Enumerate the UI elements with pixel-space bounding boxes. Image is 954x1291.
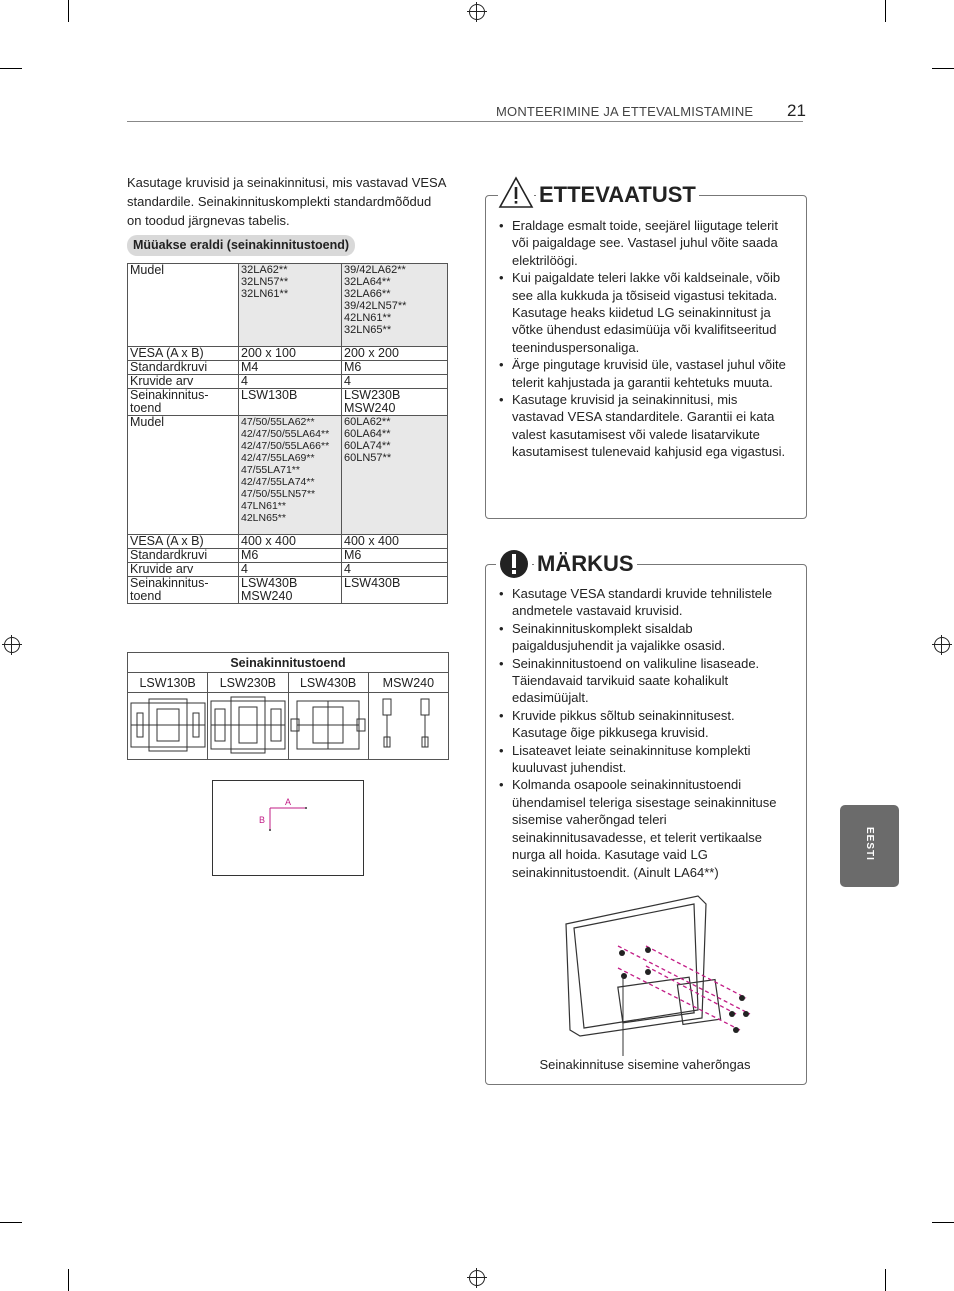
registration-mark-icon <box>4 637 20 653</box>
lsw130b-bracket-icon <box>129 695 207 755</box>
cell: M6 <box>342 549 448 563</box>
crop-mark <box>0 1222 22 1223</box>
page-number: 21 <box>787 101 806 120</box>
exclamation-icon <box>496 547 532 581</box>
caution-item: • Kui paigaldate teleri lakke või kaldseinale, võib see alla kukkuda ja tõsiseid vigastusi tekitada. Kasutage heaks kiidetud LG seinakinnitust ja võtke ühendust edasimüüja või kvalifitseeritud teeninduspersonaliga. <box>497 269 793 356</box>
language-tab <box>840 805 899 887</box>
crop-mark <box>932 1222 954 1223</box>
figure-caption: Seinakinnituse sisemine vaherõngas <box>539 1057 751 1072</box>
cell: 4 <box>239 563 342 577</box>
row-label: Kruvide arv <box>128 563 239 577</box>
row-label: Standardkruvi <box>128 549 239 563</box>
tv-spacer-illustration <box>560 890 760 1056</box>
vesa-spec-table <box>127 263 448 604</box>
cell: LSW430B MSW240 <box>239 577 342 604</box>
model-label: Mudel <box>128 264 239 347</box>
mount-image <box>288 693 368 760</box>
warning-triangle-icon <box>498 176 534 210</box>
caution-list <box>497 217 793 461</box>
row-label: Seinakinnitus- toend <box>128 389 239 416</box>
model-label: Mudel <box>128 416 239 535</box>
cell: 4 <box>342 375 448 389</box>
mount-image <box>208 693 288 760</box>
mount-name: LSW230B <box>208 673 288 693</box>
dimension-b-label: B <box>259 815 266 825</box>
row-label: VESA (A x B) <box>128 535 239 549</box>
row-label: Standardkruvi <box>128 361 239 375</box>
model-cell: 39/42LA62** 32LA64** 32LA66** 39/42LN57** 42LN61** 32LN65** <box>342 264 448 347</box>
note-item: • Kruvide pikkus sõltub seinakinnitusest. Kasutage õige pikkusega kruvisid. <box>497 707 793 742</box>
row-label: Kruvide arv <box>128 375 239 389</box>
note-item: • Lisateavet leiate seinakinnituse komplekti kuuluvast juhendist. <box>497 742 793 777</box>
row-label: VESA (A x B) <box>128 347 239 361</box>
mount-image <box>368 693 448 760</box>
cell: 200 x 100 <box>239 347 342 361</box>
caution-title: ETTEVAATUST <box>536 182 699 208</box>
crop-mark <box>0 68 22 69</box>
mount-image <box>128 693 208 760</box>
note-item: • Seinakinnituskomplekt sisaldab paigaldusjuhendit ja vajalikke osasid. <box>497 620 793 655</box>
mount-name: LSW130B <box>128 673 208 693</box>
header-divider <box>127 121 803 122</box>
note-item: • Kasutage VESA standardi kruvide tehnilistele andmetele vastavaid kruvisid. <box>497 585 793 620</box>
note-item: • Seinakinnitustoend on valikuline lisaseade. Täiendavaid tarvikuid saate kohalikult edasimüüjalt. <box>497 655 793 707</box>
cell: 4 <box>342 563 448 577</box>
vesa-dimension-figure <box>213 781 363 875</box>
mount-table-title: Seinakinnitustoend <box>128 653 449 673</box>
crop-mark <box>932 68 954 69</box>
row-label: Seinakinnitus- toend <box>128 577 239 604</box>
caution-item: • Ärge pingutage kruvisid üle, vastasel juhul võite telerit kahjustada ja garantii kehtetuks muuta. <box>497 356 793 391</box>
cell: M6 <box>239 549 342 563</box>
sold-separately-badge: Müüakse eraldi (seinakinnitustoend) <box>127 235 355 256</box>
cell: M6 <box>342 361 448 375</box>
cell: 400 x 400 <box>342 535 448 549</box>
model-cell: 47/50/55LA62** 42/47/50/55LA64** 42/47/50/55LA66** 42/47/55LA69** 47/55LA71** 42/47/55LA74** 47/50/55LN57** 47LN61** 42LN65** <box>239 416 342 535</box>
crop-mark <box>885 0 886 22</box>
cell: 4 <box>239 375 342 389</box>
mount-name: LSW430B <box>288 673 368 693</box>
crop-mark <box>68 0 69 22</box>
registration-mark-icon <box>469 4 485 20</box>
note-title: MÄRKUS <box>534 551 637 577</box>
caution-item: • Kasutage kruvisid ja seinakinnitusi, mis vastavad VESA standarditele. Garantii ei kata valest kasutamisest või valede lisatarvikute kasutamisest tulenevaid kahjusid ega vigastusi. <box>497 391 793 461</box>
cell: M4 <box>239 361 342 375</box>
header-title: MONTEERIMINE JA ETTEVALMISTAMINE <box>496 104 754 119</box>
cell: LSW230B MSW240 <box>342 389 448 416</box>
lsw430b-bracket-icon <box>289 695 367 755</box>
wall-mount-table <box>127 652 449 760</box>
cell: 400 x 400 <box>239 535 342 549</box>
crop-mark <box>68 1269 69 1291</box>
crop-mark <box>885 1269 886 1291</box>
cell: 200 x 200 <box>342 347 448 361</box>
registration-mark-icon <box>469 1270 485 1286</box>
mount-name: MSW240 <box>368 673 448 693</box>
intro-text: Kasutage kruvisid ja seinakinnitusi, mis vastavad VESA standardile. Seinakinnituskomplekti standardmõõdud on toodud järgnevas tabelis. <box>127 175 446 228</box>
model-cell: 32LA62** 32LN57** 32LN61** <box>239 264 342 347</box>
lsw230b-bracket-icon <box>209 695 287 755</box>
note-item: • Kolmanda osapoole seinakinnitustoendi ühendamisel teleriga sisestage seinakinnituse sisemise vaherõngad teleri seinakinnitusavadesse, et telerit vertikaalse nurga all hoida. Kasutage vaid LG seinakinnitustoendit. (Ainult LA64**) <box>497 776 793 880</box>
cell: LSW430B <box>342 577 448 604</box>
model-cell: 60LA62** 60LA64** 60LA74** 60LN57** <box>342 416 448 535</box>
cell: LSW130B <box>239 389 342 416</box>
vesa-diagram <box>212 780 364 876</box>
dimension-a-label: A <box>285 797 292 807</box>
registration-mark-icon <box>934 637 950 653</box>
note-list <box>497 585 793 881</box>
language-tab-label: EESTI <box>864 827 875 861</box>
caution-item: • Eraldage esmalt toide, seejärel liigutage telerit või paigaldage see. Vastasel juhul võite saada elektrilöögi. <box>497 217 793 269</box>
msw240-bracket-icon <box>369 695 447 755</box>
